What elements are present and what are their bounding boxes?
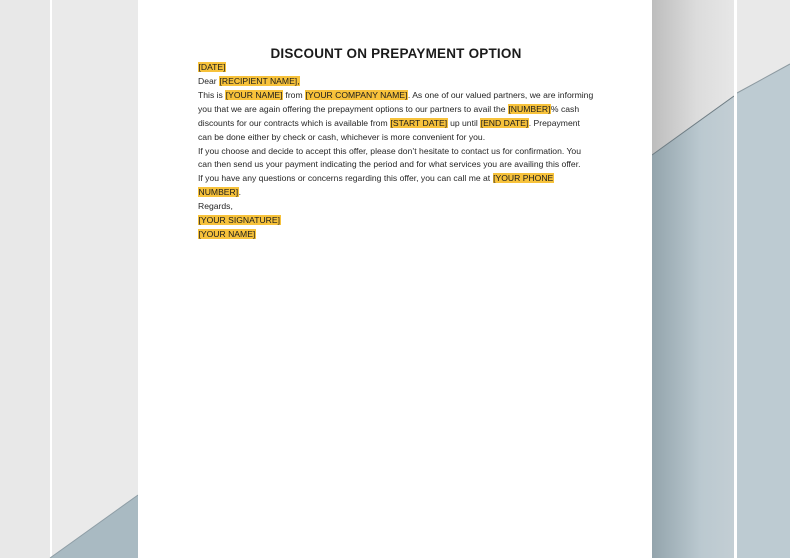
document-body [198,0,594,242]
date-field[interactable]: [DATE] [198,62,226,72]
phone-number-field[interactable]: [YOUR PHONE NUMBER] [198,173,554,198]
p1-segment-3: . As one of our valued partners, we are informing you that we are again offering the prepayment options to our partners to avail the [198,89,594,114]
p3-segment-1: If you have any questions or concerns regarding this offer, you can call me at [198,173,493,184]
p1-segment-6: . Prepayment can be done either by check or cash, whichever is more convenient for you. [198,117,580,142]
p3-segment-2: . [238,187,242,198]
greeting-line [198,75,594,89]
p1-segment-2: from [283,89,306,100]
background-wedge-right-outer [737,0,790,558]
background-wedge-left [0,0,138,558]
p1-segment-4: % cash discounts for our contracts which is available from [198,103,580,128]
background-wedge-right-inner [652,0,734,558]
paragraph-two: If you choose and decide to accept this offer, please don’t hesitate to contact us for confirmation. You can then send us your payment indicating the period and for what services you are availing this offer. [198,145,581,170]
your-name-field[interactable]: [YOUR NAME] [225,89,283,100]
sender-name-field[interactable]: [YOUR NAME] [198,229,256,240]
paragraph-three [198,172,594,200]
your-company-name-field[interactable]: [YOUR COMPANY NAME] [305,89,408,100]
signature-field[interactable]: [YOUR SIGNATURE] [198,215,280,226]
signature-line [198,214,594,228]
greeting-prefix: Dear [198,75,220,86]
p1-segment-5: up until [447,117,481,128]
start-date-field[interactable]: [START DATE] [390,117,448,128]
p1-segment-1: This is [198,89,226,100]
sender-name-line [198,228,594,242]
paragraph-one [198,89,594,145]
end-date-field[interactable]: [END DATE] [480,117,529,128]
document-page [138,0,652,558]
date-line [198,61,594,75]
document-title: DISCOUNT ON PREPAYMENT OPTION [270,46,522,61]
number-field[interactable]: [NUMBER] [508,103,551,114]
recipient-name-field[interactable]: [RECIPIENT NAME], [219,75,300,86]
closing-line: Regards, [198,201,233,212]
